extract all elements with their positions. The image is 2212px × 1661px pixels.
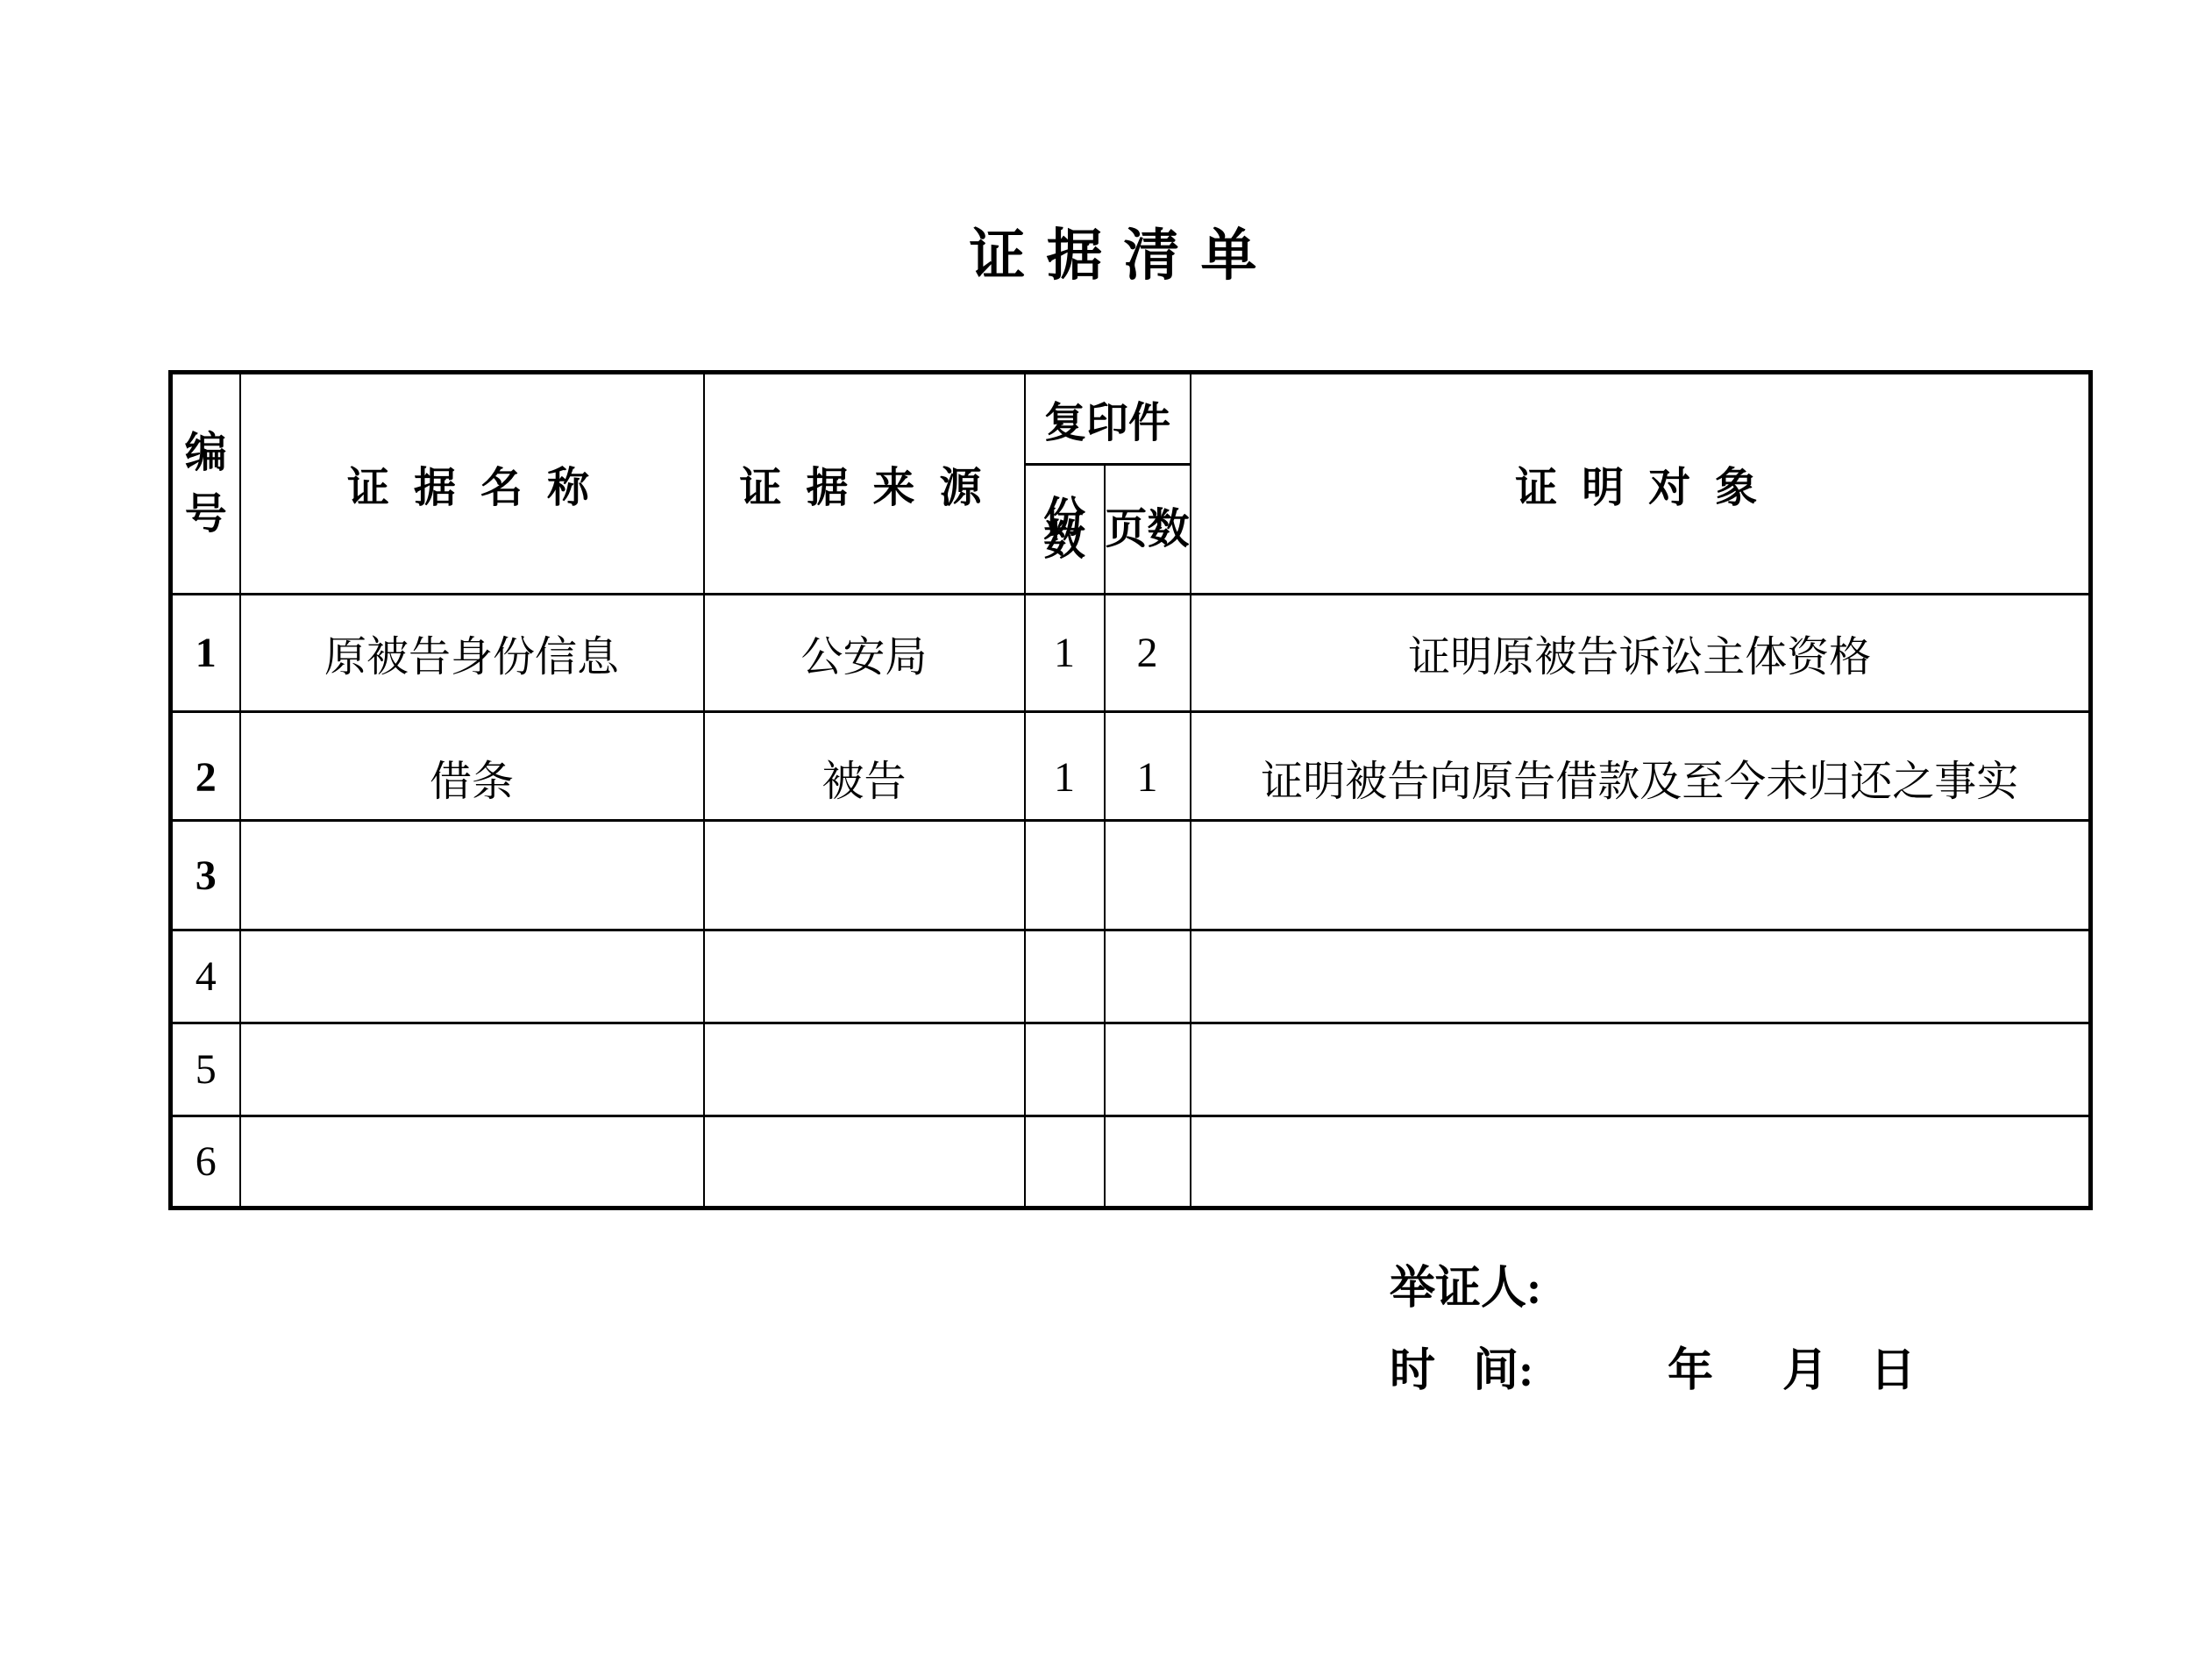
header-copies-count: 份数 <box>1025 465 1105 595</box>
cell-number: 3 <box>171 821 240 930</box>
cell-copies <box>1025 1023 1105 1116</box>
cell-copies <box>1025 821 1105 930</box>
cell-number: 5 <box>171 1023 240 1116</box>
header-evidence-source: 证 据 来 源 <box>704 373 1025 595</box>
header-number: 编号 <box>171 373 240 595</box>
cell-number: 2 <box>171 712 240 821</box>
cell-evidence-source: 被告 <box>704 712 1025 821</box>
cell-evidence-source <box>704 1023 1025 1116</box>
month-label: 月 <box>1782 1346 1829 1396</box>
cell-evidence-source <box>704 821 1025 930</box>
cell-proof-target <box>1191 1023 2091 1116</box>
cell-pages <box>1105 1116 1191 1208</box>
header-proof-target: 证 明 对 象 <box>1191 373 2091 595</box>
cell-evidence-source <box>704 1116 1025 1208</box>
cell-proof-target: 证明原被告诉讼主体资格 <box>1191 595 2091 712</box>
header-evidence-name: 证 据 名 称 <box>240 373 704 595</box>
evidence-table <box>168 370 2093 1210</box>
cell-pages <box>1105 821 1191 930</box>
cell-evidence-source: 公安局 <box>704 595 1025 712</box>
cell-pages: 1 <box>1105 712 1191 821</box>
page-title: 证 据 清 单 <box>969 225 1261 287</box>
table-row <box>171 930 2091 1023</box>
cell-number: 1 <box>171 595 240 712</box>
cell-evidence-name: 借条 <box>240 712 704 821</box>
header-row-top <box>171 373 2091 465</box>
cell-proof-target: 证明被告向原告借款及至今未归还之事实 <box>1191 712 2091 821</box>
cell-number: 6 <box>171 1116 240 1208</box>
table-row <box>171 1116 2091 1208</box>
cell-proof-target <box>1191 930 2091 1023</box>
cell-evidence-name: 原被告身份信息 <box>240 595 704 712</box>
time-line <box>1390 1345 2003 1398</box>
time-label-jian: 间: <box>1473 1346 1534 1396</box>
header-copies-group: 复印件 <box>1025 373 1191 465</box>
cell-proof-target <box>1191 1116 2091 1208</box>
cell-copies <box>1025 1116 1105 1208</box>
day-label: 日 <box>1870 1346 1917 1396</box>
table-row <box>171 821 2091 930</box>
cell-pages <box>1105 930 1191 1023</box>
cell-pages <box>1105 1023 1191 1116</box>
cell-copies: 1 <box>1025 712 1105 821</box>
cell-copies: 1 <box>1025 595 1105 712</box>
year-label: 年 <box>1668 1346 1714 1396</box>
cell-number: 4 <box>171 930 240 1023</box>
cell-proof-target <box>1191 821 2091 930</box>
cell-evidence-name <box>240 930 704 1023</box>
cell-pages: 2 <box>1105 595 1191 712</box>
prover-label: 举证人: <box>1390 1264 1542 1314</box>
table-row <box>171 712 2091 821</box>
cell-evidence-name <box>240 1116 704 1208</box>
cell-copies <box>1025 930 1105 1023</box>
cell-evidence-name <box>240 821 704 930</box>
header-pages-count: 页数 <box>1105 465 1191 595</box>
table-row <box>171 595 2091 712</box>
cell-evidence-name <box>240 1023 704 1116</box>
cell-evidence-source <box>704 930 1025 1023</box>
time-label-shi: 时 <box>1390 1346 1436 1396</box>
table-row <box>171 1023 2091 1116</box>
